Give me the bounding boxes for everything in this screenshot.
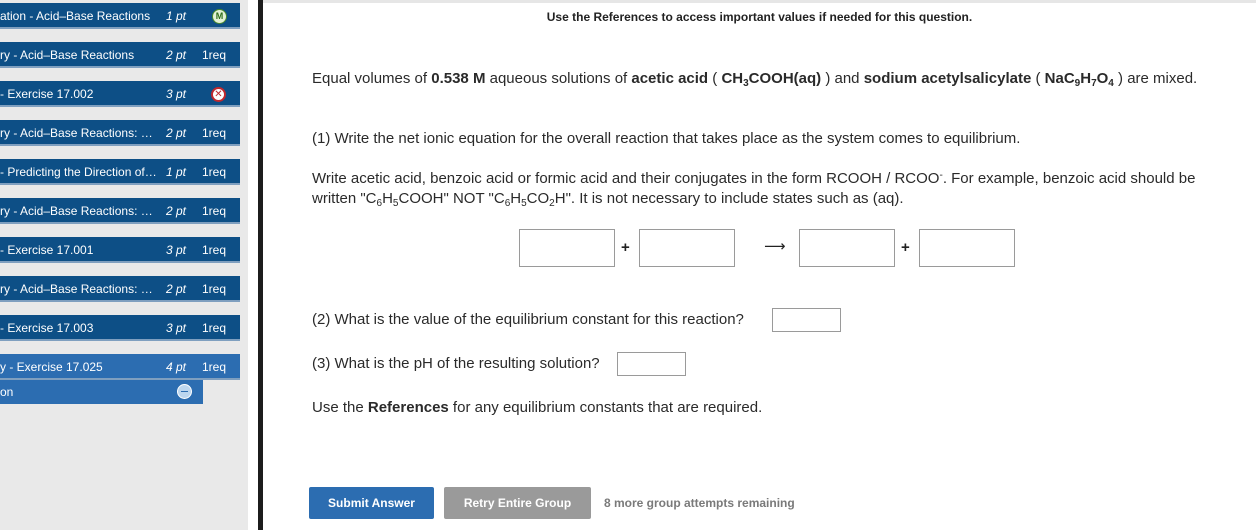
sidebar-item-points: 4 pt [166, 360, 187, 374]
sidebar-item-label: y - Exercise 17.025 [0, 360, 103, 374]
sidebar-item-points: 2 pt [166, 282, 187, 296]
sidebar-item-points: 1 pt [166, 9, 187, 23]
sidebar-item[interactable] [0, 120, 240, 146]
intro-text: ) and [821, 70, 864, 87]
plus-sign: + [621, 239, 630, 256]
intro-text: ( [708, 70, 722, 87]
sidebar-item[interactable] [0, 81, 240, 107]
sidebar-item-points: 2 pt [166, 204, 187, 218]
sidebar-item-status: 1req [202, 321, 227, 335]
sidebar-item[interactable] [0, 315, 240, 341]
question-intro [312, 69, 1232, 89]
sidebar-item-points: 1 pt [166, 165, 187, 179]
equilibrium-constant-input[interactable] [772, 308, 841, 332]
salt-formula: $NaC_9H_7O_4$ [1044, 70, 1114, 89]
question-sidebar [0, 0, 248, 530]
salt-name: sodium acetylsalicylate [863, 70, 1032, 87]
sidebar-item-label: - Exercise 17.003 [0, 321, 94, 335]
sidebar-item-label: - Predicting the Direction of… [0, 165, 157, 179]
intro-text: aqueous solutions of [485, 70, 632, 87]
format-instructions: Write acetic acid, benzoic acid or formic acid and their conjugates in the form RCOOH / RCOO-. For example, benzoic acid should be written "$C_6H_5COOH$" NOT "$C_6H_5CO_2H$". It is not necessary to include states such as (aq). [312, 170, 1196, 209]
sidebar-subitem-label: on [0, 385, 14, 399]
sidebar-item-points: 2 pt [166, 126, 187, 140]
product-2-input[interactable] [919, 229, 1015, 267]
sidebar-item-status: 1req [202, 243, 227, 257]
sidebar-item[interactable] [0, 42, 240, 68]
sidebar-item-status: 1req [202, 282, 227, 296]
plus-sign: + [901, 239, 910, 256]
reactant-2-input[interactable] [639, 229, 735, 267]
acid-name: acetic acid [631, 70, 709, 87]
references-link[interactable]: References [367, 399, 449, 416]
sidebar-item-label: ry - Acid–Base Reactions: … [0, 282, 153, 296]
intro-text: Equal volumes of [312, 70, 432, 87]
retry-group-button[interactable]: Retry Entire Group [444, 487, 591, 519]
mastered-icon: M [212, 9, 227, 24]
incorrect-icon: ✕ [211, 87, 226, 102]
sidebar-item[interactable] [0, 159, 240, 185]
attempts-remaining: 8 more group attempts remaining [604, 496, 795, 510]
intro-text: ) are mixed. [1113, 70, 1198, 87]
sidebar-item-label: - Exercise 17.001 [0, 243, 94, 257]
references-instruction: Use the References for any equilibrium constants that are required. [312, 399, 763, 416]
sidebar-item-points: 3 pt [166, 321, 187, 335]
references-note: Use the References to access important values if needed for this question. [546, 10, 973, 24]
sidebar-item-label: ry - Acid–Base Reactions: … [0, 126, 153, 140]
sidebar-item-status: 1req [202, 165, 227, 179]
acid-formula: $CH_3COOH(aq)$ [721, 70, 822, 89]
sidebar-item[interactable] [0, 237, 240, 263]
sidebar-item-status: 1req [202, 360, 227, 374]
part-2-prompt: (2) What is the value of the equilibrium constant for this reaction? [312, 311, 744, 328]
in-progress-icon [177, 384, 192, 399]
submit-answer-button[interactable]: Submit Answer [309, 487, 434, 519]
part-3-prompt: (3) What is the pH of the resulting solution? [312, 355, 600, 372]
intro-text: ( [1031, 70, 1045, 87]
sidebar-item-label: ation - Acid–Base Reactions [0, 9, 151, 23]
ph-input[interactable] [617, 352, 686, 376]
sidebar-item-points: 2 pt [166, 48, 187, 62]
sidebar-item-points: 3 pt [166, 243, 187, 257]
sidebar-item-status: 1req [202, 48, 227, 62]
sidebar-item-current[interactable] [0, 354, 240, 380]
reaction-arrow-icon: ⟶ [764, 238, 786, 255]
sidebar-item-status: 1req [202, 204, 227, 218]
reactant-1-input[interactable] [519, 229, 615, 267]
sidebar-item-label: ry - Acid–Base Reactions: … [0, 204, 153, 218]
sidebar-item-label: ry - Acid–Base Reactions [0, 48, 135, 62]
sidebar-item[interactable] [0, 276, 240, 302]
sidebar-item[interactable] [0, 3, 240, 29]
sidebar-subitem[interactable] [0, 380, 203, 404]
sidebar-item-status: 1req [202, 126, 227, 140]
concentration-value: 0.538 M [431, 70, 486, 87]
question-panel [263, 0, 1256, 530]
part-1-prompt: (1) Write the net ionic equation for the overall reaction that takes place as the system comes to equilibrium. [312, 130, 1021, 147]
sidebar-item-label: - Exercise 17.002 [0, 87, 94, 101]
sidebar-item[interactable] [0, 198, 240, 224]
sidebar-item-points: 3 pt [166, 87, 187, 101]
product-1-input[interactable] [799, 229, 895, 267]
